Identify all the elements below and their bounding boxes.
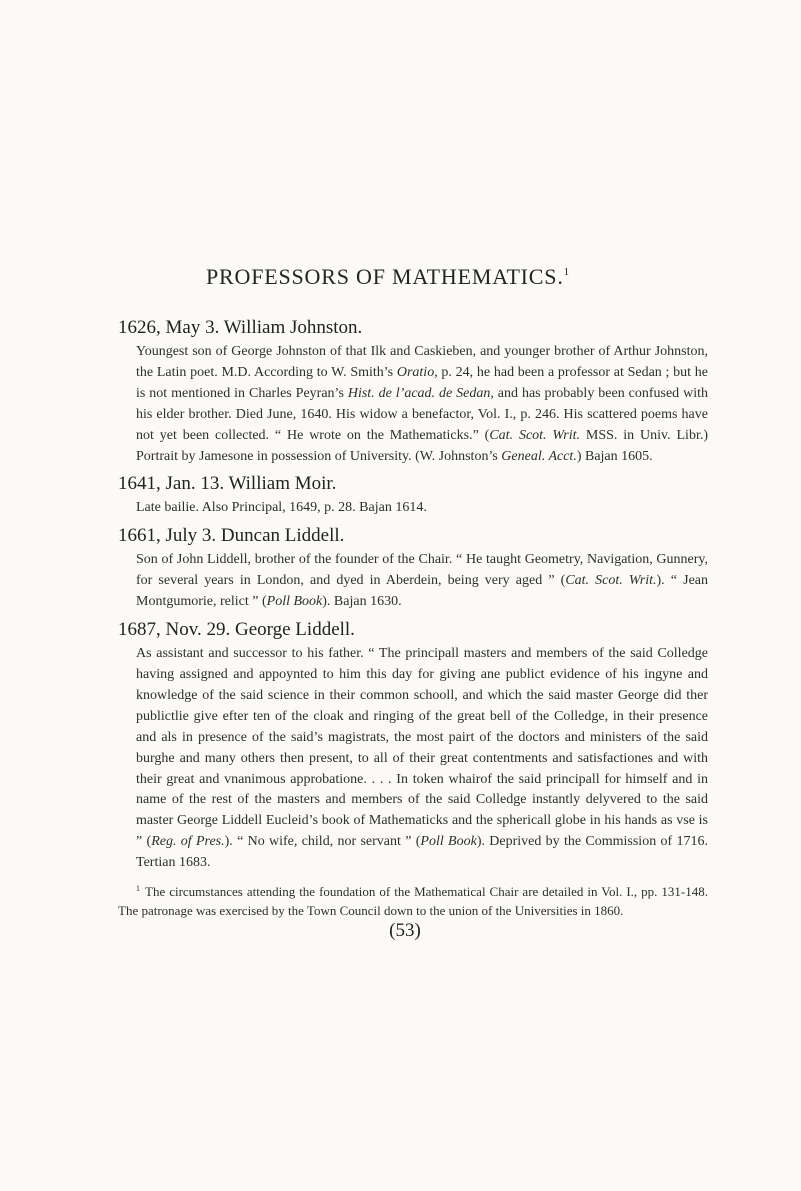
footnote-text: The circumstances attending the foundation of the Mathematical Chair are detailed in Vol. I., pp. 131-148. The patronage was exercised by the Town Council down to the union of the Universities in 1860. [118, 884, 708, 918]
italic-citation: Geneal. Acct. [501, 448, 577, 464]
entry-william-johnston [118, 316, 708, 467]
italic-citation: Cat. Scot. Writ. [565, 573, 657, 589]
entry-body [118, 498, 708, 519]
text-run: ) Bajan 1605. [576, 448, 653, 464]
italic-citation: Poll Book [266, 594, 323, 610]
text-run: ). “ Jean Montgumorie, relict ” ( [136, 573, 708, 610]
page-number: (53) [389, 920, 421, 942]
text-run: Son of John Liddell, brother of the founder of the Chair. “ He taught Geometry, Navigation, Gunnery, for several years in London, and dyed in Aberdein, being very aged ” ( [136, 552, 708, 589]
text-run: ). Deprived by the Commission of 1716. Tertian 1683. [136, 834, 708, 871]
entry-duncan-liddell [118, 524, 708, 613]
footnote [118, 880, 708, 920]
italic-citation: Poll Book [420, 834, 477, 850]
italic-citation: Hist. de l’acad. de Sedan [347, 385, 491, 401]
entry-body [118, 644, 708, 874]
text-run: As assistant and successor to his father. “ The principall masters and members of the said Colledge having assigned and appoynted to him this day for giving ane publict evidence of his ingyne and knowledge of the said science in their common schooll, and which the said master George did ther publictlie give efter ten of the cloak and ringing of the great bell of the Colledge, in their presence and als in presence of the said’s magistrats, the most pairt of the doctors and ministers of the said burghe and many others then present, to all of their great contentments and satisfactiones and with their great and vnanimous approbatione. . . . In token whairof the said principall for himself and in name of the rest of the masters and members of the said Colledge instantly delyvered to the said master George Liddell Eucleid’s book of Mathematicks and the sphericall globe in his hands as vse is ” ( [136, 646, 708, 850]
entry-george-liddell [118, 618, 708, 874]
entry-heading: 1626, May 3. William Johnston. [118, 317, 363, 338]
text-run: , p. 24, he had been a professor at Sedan ; but he is not mentioned in Charles Peyran’s [136, 364, 708, 401]
entry-body [118, 342, 708, 467]
page [118, 259, 708, 942]
entry-heading: 1687, Nov. 29. George Liddell. [118, 619, 355, 641]
text-run: , and has probably been confused with his elder brother. Died June, 1640. His widow a benefactor, Vol. I., p. 246. His scattered poems have not yet been collected. “ He wrote on the Mathematicks.” ( [136, 385, 708, 443]
italic-citation: Oratio [396, 364, 435, 380]
page-title-text: PROFESSORS OF MATHEMATICS. [206, 264, 564, 289]
text-run: ). Bajan 1630. [322, 594, 402, 610]
entry-heading: 1661, July 3. Duncan Liddell. [118, 525, 345, 547]
page-title [118, 259, 708, 290]
title-footnote-ref: 1 [563, 266, 570, 278]
text-run: ). “ No wife, child, nor servant ” ( [224, 834, 421, 850]
italic-citation: Reg. of Pres. [151, 834, 225, 850]
italic-citation: Cat. Scot. Writ. [489, 427, 581, 443]
text-run: Late bailie. Also Principal, 1649, p. 28. Bajan 1614. [136, 500, 427, 516]
entry-william-moir [118, 472, 708, 519]
text-run: Youngest son of George Johnston of that Ilk and Caskieben, and younger brother of Arthur Johnston, the Latin poet. M.D. According to W. Smith’s [136, 344, 708, 380]
entry-body [118, 550, 708, 613]
entry-heading: 1641, Jan. 13. William Moir. [118, 473, 337, 495]
footnote-marker: 1 [136, 884, 140, 894]
entry-list [118, 316, 708, 874]
text-run: MSS. in Univ. Libr.) Portrait by Jamesone in possession of University. (W. Johnston’s [136, 427, 708, 464]
